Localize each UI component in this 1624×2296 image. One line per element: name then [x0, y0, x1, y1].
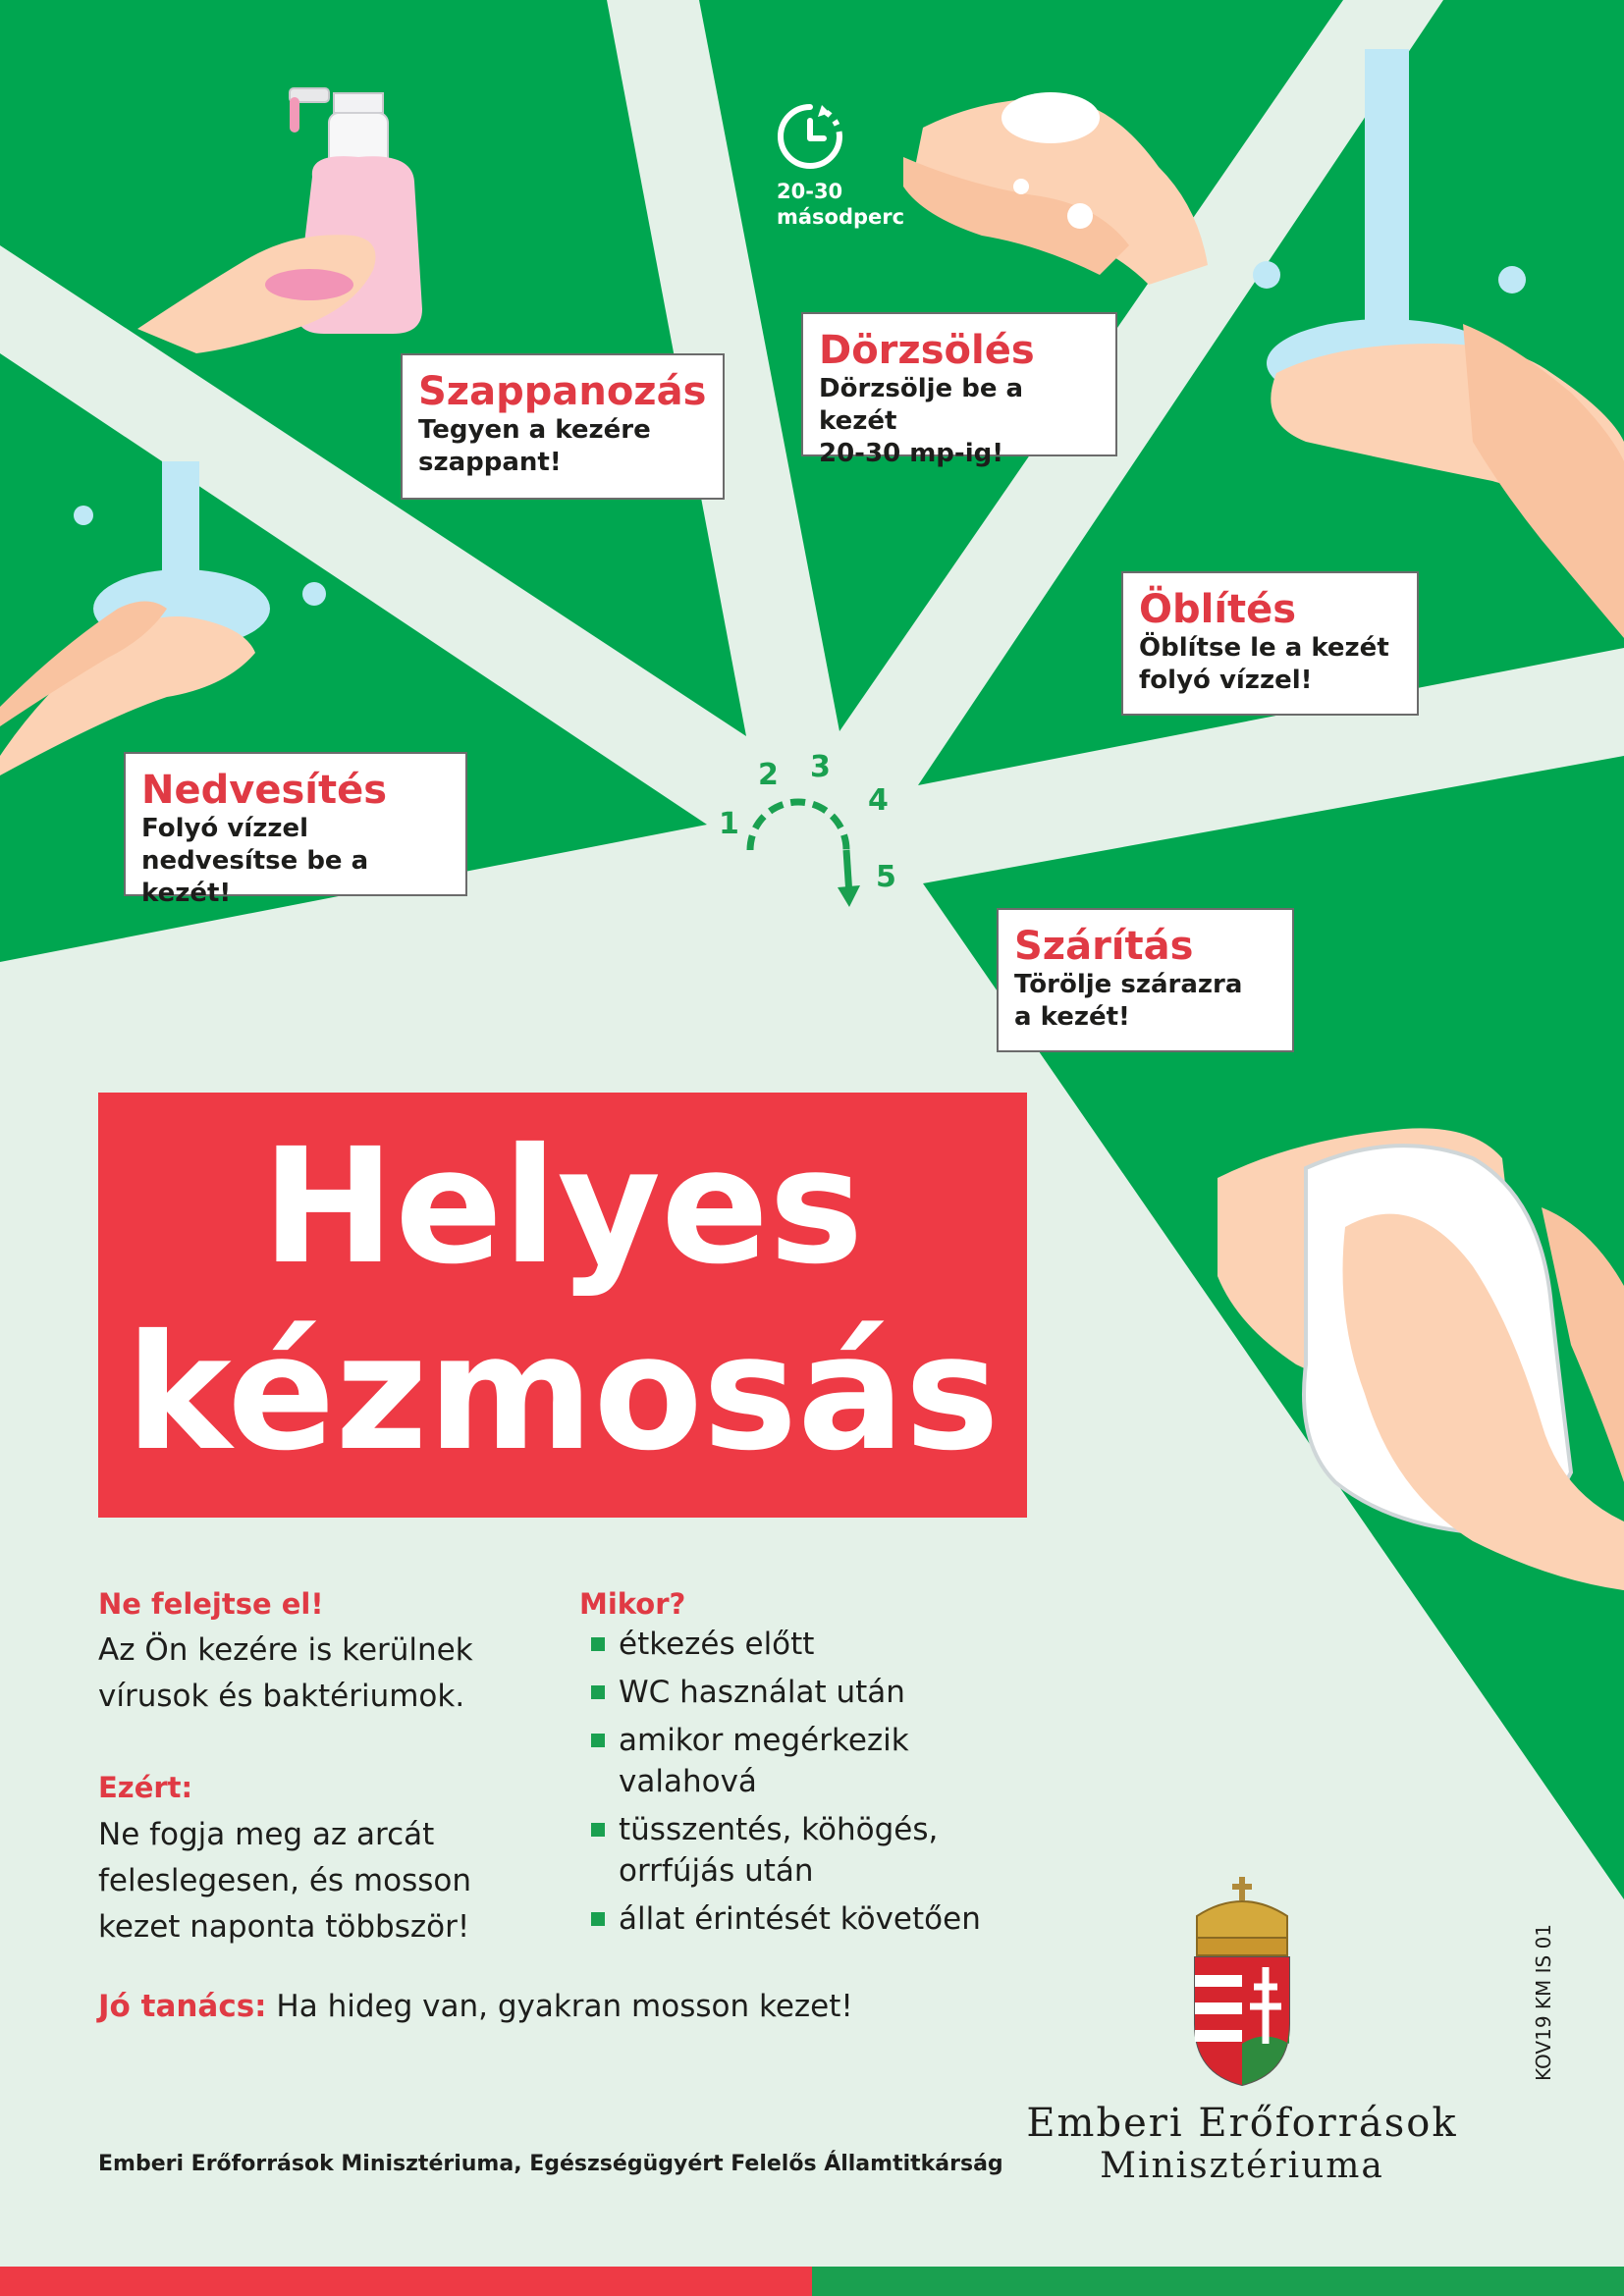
step-box-rubbing	[801, 312, 1117, 468]
ministry-line-2: Minisztériuma	[1100, 2146, 1384, 2186]
step-title-soaping: Szappanozás	[418, 369, 707, 414]
when-item-text: WC használat után	[619, 1675, 905, 1710]
footer-text: Emberi Erőforrások Minisztériuma, Egészségügyért Felelős Államtitkárság	[98, 2152, 1003, 2176]
timer-label	[777, 179, 904, 230]
ministry-name	[1011, 2101, 1473, 2186]
list-item	[589, 1672, 1011, 1713]
list-item	[589, 1720, 1011, 1802]
when-list	[589, 1624, 1011, 1947]
wet-hands-illustration	[0, 461, 334, 785]
soap-hand-illustration	[137, 83, 442, 378]
reminder-text: Az Ön kezére is kerülnek vírusok és baktériumok.	[98, 1632, 473, 1714]
rinse-hands-illustration	[1218, 49, 1624, 658]
document-code: KOV19 KM IS 01	[1532, 1923, 1555, 2081]
footer-stripe-red	[0, 2267, 812, 2296]
step-box-rinsing	[1121, 571, 1419, 716]
step-number-4: 4	[868, 783, 889, 818]
when-heading: Mikor?	[579, 1587, 686, 1621]
when-item-text: amikor megérkezik valahová	[619, 1723, 909, 1799]
list-item	[589, 1624, 1011, 1665]
step-title-drying: Szárítás	[1014, 924, 1194, 969]
title-line-1: Helyes	[261, 1115, 864, 1300]
footer-stripe-green	[812, 2267, 1624, 2296]
step-text-soaping: Tegyen a kezére szappant!	[418, 415, 651, 477]
therefore-heading: Ezért:	[98, 1771, 193, 1804]
step-text-rubbing: Dörzsölje be a kezét 20-30 mp-ig!	[819, 374, 1024, 468]
reminder-heading: Ne felejtse el!	[98, 1587, 324, 1621]
step-number-1: 1	[719, 807, 739, 841]
dry-hands-illustration	[1218, 1070, 1624, 1590]
when-item-text: étkezés előtt	[619, 1627, 815, 1662]
lather-hands-illustration	[903, 39, 1208, 294]
timer-line-2: másodperc	[777, 205, 905, 229]
tip	[98, 1989, 853, 2024]
coat-of-arms-icon	[1191, 1877, 1293, 2087]
list-item	[589, 1809, 1011, 1892]
tip-label: Jó tanács:	[98, 1989, 267, 2024]
timer-line-1: 20-30	[777, 180, 843, 203]
step-number-2: 2	[758, 758, 779, 792]
list-item	[589, 1898, 1011, 1940]
therefore-text: Ne fogja meg az arcát feleslegesen, és mosson kezet naponta többször!	[98, 1817, 471, 1945]
bullet-icon	[591, 1637, 605, 1651]
step-text-wetting: Folyó vízzel nedvesítse be a kezét!	[141, 814, 369, 908]
step-cycle-arrow-icon	[736, 785, 874, 913]
title-line-2: kézmosás	[126, 1302, 1000, 1486]
step-title-wetting: Nedvesítés	[141, 768, 388, 813]
bullet-icon	[591, 1823, 605, 1837]
bullet-icon	[591, 1685, 605, 1699]
step-box-soaping	[401, 353, 725, 500]
step-box-wetting	[124, 752, 467, 908]
step-text-drying: Törölje szárazra a kezét!	[1014, 970, 1243, 1032]
tip-text: Ha hideg van, gyakran mosson kezet!	[266, 1989, 853, 2024]
when-item-text: tüsszentés, köhögés, orrfújás után	[619, 1812, 939, 1889]
step-text-rinsing: Öblítse le a kezét folyó vízzel!	[1139, 633, 1389, 695]
when-item-text: állat érintését követően	[619, 1901, 981, 1937]
step-title-rinsing: Öblítés	[1139, 587, 1297, 632]
bullet-icon	[591, 1912, 605, 1926]
step-number-3: 3	[810, 750, 831, 784]
bullet-icon	[591, 1734, 605, 1747]
title-banner	[98, 1093, 1027, 1518]
step-title-rubbing: Dörzsölés	[819, 328, 1035, 373]
ministry-line-1: Emberi Erőforrások	[1026, 2101, 1458, 2146]
step-number-5: 5	[876, 860, 896, 894]
timer-icon	[775, 101, 845, 172]
step-box-drying	[997, 908, 1294, 1052]
